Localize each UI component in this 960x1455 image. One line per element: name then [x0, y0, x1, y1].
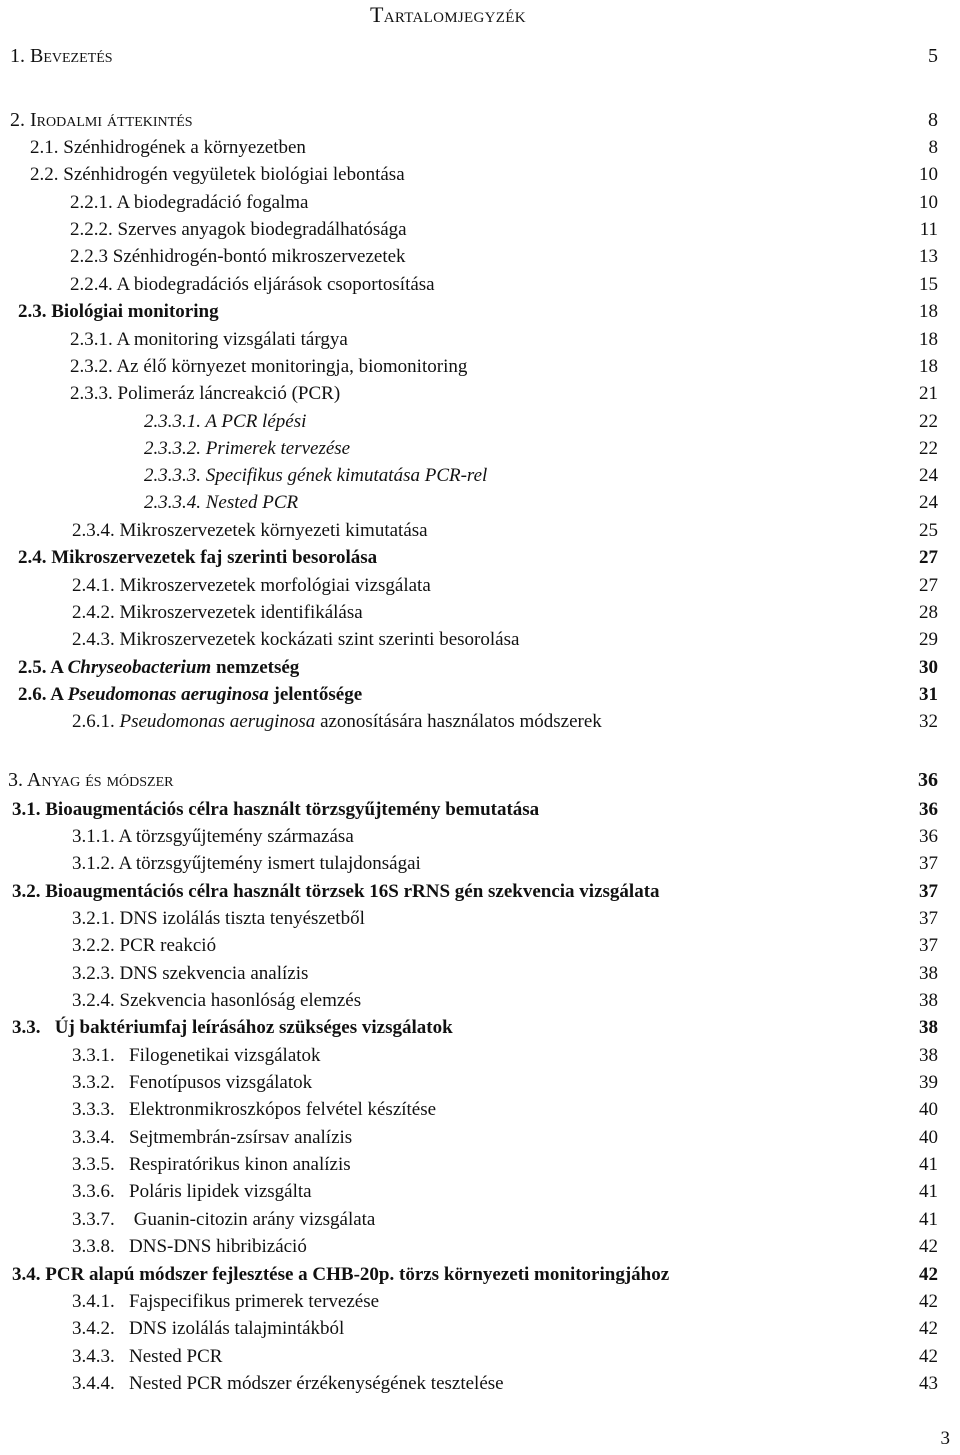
- toc-entry: [0, 1152, 960, 1178]
- toc-entry: [0, 409, 960, 435]
- toc-entry: [0, 354, 960, 380]
- toc-entry-page: 18: [919, 301, 938, 322]
- toc-entry-page: 27: [919, 547, 938, 568]
- toc-entry-title: 3.3.3. Elektronmikroszkópos felvétel készítése: [72, 1099, 437, 1120]
- toc-entry-page: 38: [919, 1045, 938, 1066]
- toc-entry: [0, 107, 960, 133]
- toc-entry-page: 36: [919, 799, 938, 820]
- toc-entry: [0, 1289, 960, 1315]
- toc-entry: [0, 573, 960, 599]
- toc-entry: [0, 851, 960, 877]
- toc-entry-title: 2.6.1. Pseudomonas aeruginosa azonosítására használatos módszerek: [72, 711, 602, 732]
- toc-entry-title: 2.3.3. Polimeráz láncreakció (PCR): [70, 383, 341, 404]
- toc-entry-title: 3.3.6. Poláris lipidek vizsgálta: [72, 1181, 312, 1202]
- toc-entry-page: 31: [919, 684, 938, 705]
- toc-entry: [0, 299, 960, 325]
- toc-entry: [0, 767, 960, 793]
- toc-entry-title: 3.3.5. Respiratórikus kinon analízis: [72, 1154, 351, 1175]
- toc-entry: [0, 933, 960, 959]
- toc-entry: [0, 1070, 960, 1096]
- toc-entry-title: 2.4. Mikroszervezetek faj szerinti besorolása: [18, 547, 378, 568]
- toc-entry: [0, 135, 960, 161]
- toc-entry: [0, 1262, 960, 1288]
- toc-entry: [0, 906, 960, 932]
- toc-entry-title: 2.3.3.1. A PCR lépési: [144, 411, 307, 432]
- toc-entry-title: 2.3.2. Az élő környezet monitoringja, biomonitoring: [70, 356, 468, 377]
- toc-entry-title: 3.2. Bioaugmentációs célra használt törzsek 16S rRNS gén szekvencia vizsgálata: [12, 881, 660, 902]
- toc-entry: [0, 190, 960, 216]
- toc-entry: [0, 1125, 960, 1151]
- toc-entry-title: 2.1. Szénhidrogének a környezetben: [30, 137, 306, 158]
- toc-entry-title: 3.4. PCR alapú módszer fejlesztése a CHB-20p. törzs környezeti monitoringjához: [12, 1264, 670, 1285]
- toc-entry-page: 41: [919, 1181, 938, 1202]
- toc-entry-title: 3.3.7. Guanin-citozin arány vizsgálata: [72, 1209, 376, 1230]
- toc-entry-title: 1. Bevezetés: [10, 45, 113, 67]
- toc-entry: [0, 327, 960, 353]
- toc-entry-page: 37: [919, 853, 938, 874]
- toc-entry-page: 40: [919, 1127, 938, 1148]
- toc-entry-title: 2.4.3. Mikroszervezetek kockázati szint szerinti besorolása: [72, 629, 520, 650]
- toc-entry-title: 3.4.4. Nested PCR módszer érzékenységének tesztelése: [72, 1373, 504, 1394]
- toc-entry-title: 3.3.8. DNS-DNS hibribizáció: [72, 1236, 307, 1257]
- toc-entry-page: 39: [919, 1072, 938, 1093]
- toc-entry: [0, 381, 960, 407]
- toc-entry-title: 2.3. Biológiai monitoring: [18, 301, 219, 322]
- toc-entry-title: 2.3.1. A monitoring vizsgálati tárgya: [70, 329, 348, 350]
- toc-entry-title: 2.2.1. A biodegradáció fogalma: [70, 192, 309, 213]
- toc-entry-page: 28: [919, 602, 938, 623]
- toc-entry: [0, 600, 960, 626]
- toc-entry-page: 8: [928, 137, 938, 158]
- toc-entry: [0, 1097, 960, 1123]
- toc-entry-title: 3.2.2. PCR reakció: [72, 935, 217, 956]
- toc-entry-title: 2. Irodalmi áttekintés: [10, 109, 193, 131]
- toc-entry: [0, 545, 960, 571]
- toc-entry-title: 2.6. A Pseudomonas aeruginosa jelentősége: [18, 684, 363, 705]
- toc-entry-page: 10: [919, 164, 938, 185]
- toc-entry-page: 5: [928, 45, 938, 67]
- toc-entry: [0, 244, 960, 270]
- toc-entry-title: 2.2.3 Szénhidrogén-bontó mikroszervezetek: [70, 246, 406, 267]
- toc-entry-page: 42: [919, 1346, 938, 1367]
- toc-entry-page: 38: [919, 963, 938, 984]
- toc-entry-title: 3.2.1. DNS izolálás tiszta tenyészetből: [72, 908, 365, 929]
- toc-entry-page: 37: [919, 935, 938, 956]
- toc-entry-page: 22: [919, 438, 938, 459]
- toc-entry-page: 36: [918, 769, 938, 791]
- toc-entry: [0, 272, 960, 298]
- toc-entry-title: 3.3. Új baktériumfaj leírásához szükséges vizsgálatok: [12, 1017, 453, 1038]
- toc-entry: [0, 162, 960, 188]
- toc-entry-title: 3.3.2. Fenotípusos vizsgálatok: [72, 1072, 313, 1093]
- toc-entry-page: 37: [919, 881, 938, 902]
- toc-entry: [0, 43, 960, 69]
- toc-entry-page: 38: [919, 990, 938, 1011]
- toc-entry-title: 3.4.3. Nested PCR: [72, 1346, 223, 1367]
- toc-entry-page: 41: [919, 1154, 938, 1175]
- toc-entry-title: 2.5. A Chryseobacterium nemzetség: [18, 657, 300, 678]
- toc-entry: [0, 1015, 960, 1041]
- toc-entry: [0, 436, 960, 462]
- toc-entry: [0, 463, 960, 489]
- toc-entry-page: 29: [919, 629, 938, 650]
- toc-entry-title: 2.2. Szénhidrogén vegyületek biológiai lebontása: [30, 164, 405, 185]
- toc-entry: [0, 1234, 960, 1260]
- toc-entry-title: 3.1.1. A törzsgyűjtemény származása: [72, 826, 354, 847]
- toc-entry-title: 3.2.3. DNS szekvencia analízis: [72, 963, 309, 984]
- toc-entry-page: 42: [919, 1318, 938, 1339]
- toc-entry-page: 25: [919, 520, 938, 541]
- toc-title: Tartalomjegyzék: [370, 2, 526, 27]
- toc-entry-page: 42: [919, 1236, 938, 1257]
- toc-entry-title: 3. Anyag és módszer: [8, 769, 174, 791]
- toc-entry: [0, 1371, 960, 1397]
- toc-entry-title: 2.3.3.4. Nested PCR: [144, 492, 299, 513]
- toc-entry-page: 21: [919, 383, 938, 404]
- toc-entry-page: 8: [928, 109, 938, 131]
- toc-entry: [0, 518, 960, 544]
- toc-entry-title: 2.3.3.2. Primerek tervezése: [144, 438, 351, 459]
- page-number: 3: [940, 1428, 950, 1449]
- toc-entry: [0, 627, 960, 653]
- toc-entry: [0, 797, 960, 823]
- toc-entry-page: 10: [919, 192, 938, 213]
- toc-entry-page: 24: [919, 465, 938, 486]
- toc-entry-page: 41: [919, 1209, 938, 1230]
- toc-entry-title: 2.3.4. Mikroszervezetek környezeti kimutatása: [72, 520, 428, 541]
- toc-entry-page: 24: [919, 492, 938, 513]
- toc-entry: [0, 961, 960, 987]
- toc-entry: [0, 1179, 960, 1205]
- toc-entry: [0, 1344, 960, 1370]
- toc-entry-page: 40: [919, 1099, 938, 1120]
- toc-entry: [0, 988, 960, 1014]
- toc-entry-title: 2.4.1. Mikroszervezetek morfológiai vizsgálata: [72, 575, 431, 596]
- toc-entry-page: 30: [919, 657, 938, 678]
- toc-entry: [0, 879, 960, 905]
- toc-entry-title: 2.4.2. Mikroszervezetek identifikálása: [72, 602, 363, 623]
- toc-entry-page: 42: [919, 1291, 938, 1312]
- toc-entry: [0, 217, 960, 243]
- toc-entry: [0, 824, 960, 850]
- toc-entry-page: 22: [919, 411, 938, 432]
- toc-entry: [0, 490, 960, 516]
- toc-entry-title: 3.1.2. A törzsgyűjtemény ismert tulajdonságai: [72, 853, 421, 874]
- toc-entry-page: 11: [919, 219, 938, 240]
- toc-entry: [0, 655, 960, 681]
- toc-entry: [0, 1043, 960, 1069]
- toc-entry-title: 3.4.2. DNS izolálás talajmintákból: [72, 1318, 345, 1339]
- toc-entry-title: 2.2.4. A biodegradációs eljárások csoportosítása: [70, 274, 435, 295]
- toc-entry-title: 3.4.1. Fajspecifikus primerek tervezése: [72, 1291, 380, 1312]
- toc-entry-page: 15: [919, 274, 938, 295]
- toc-entry-page: 38: [919, 1017, 938, 1038]
- toc-entry-title: 2.2.2. Szerves anyagok biodegradálhatósága: [70, 219, 407, 240]
- toc-entry: [0, 709, 960, 735]
- toc-entry-title: 3.3.1. Filogenetikai vizsgálatok: [72, 1045, 321, 1066]
- toc-entry-page: 13: [919, 246, 938, 267]
- toc-entry-page: 32: [919, 711, 938, 732]
- toc-entry-page: 37: [919, 908, 938, 929]
- toc-entry-page: 18: [919, 356, 938, 377]
- toc-entry-page: 18: [919, 329, 938, 350]
- toc-entry-page: 27: [919, 575, 938, 596]
- toc-entry-title: 2.3.3.3. Specifikus gének kimutatása PCR-rel: [144, 465, 488, 486]
- toc-entry: [0, 1316, 960, 1342]
- toc-entry-page: 43: [919, 1373, 938, 1394]
- toc-entry-title: 3.2.4. Szekvencia hasonlóság elemzés: [72, 990, 362, 1011]
- toc-entry-page: 36: [919, 826, 938, 847]
- toc-entry-title: 3.1. Bioaugmentációs célra használt törzsgyűjtemény bemutatása: [12, 799, 540, 820]
- toc-entry: [0, 682, 960, 708]
- toc-entry-page: 42: [919, 1264, 938, 1285]
- toc-entry-title: 3.3.4. Sejtmembrán-zsírsav analízis: [72, 1127, 353, 1148]
- toc-entry: [0, 1207, 960, 1233]
